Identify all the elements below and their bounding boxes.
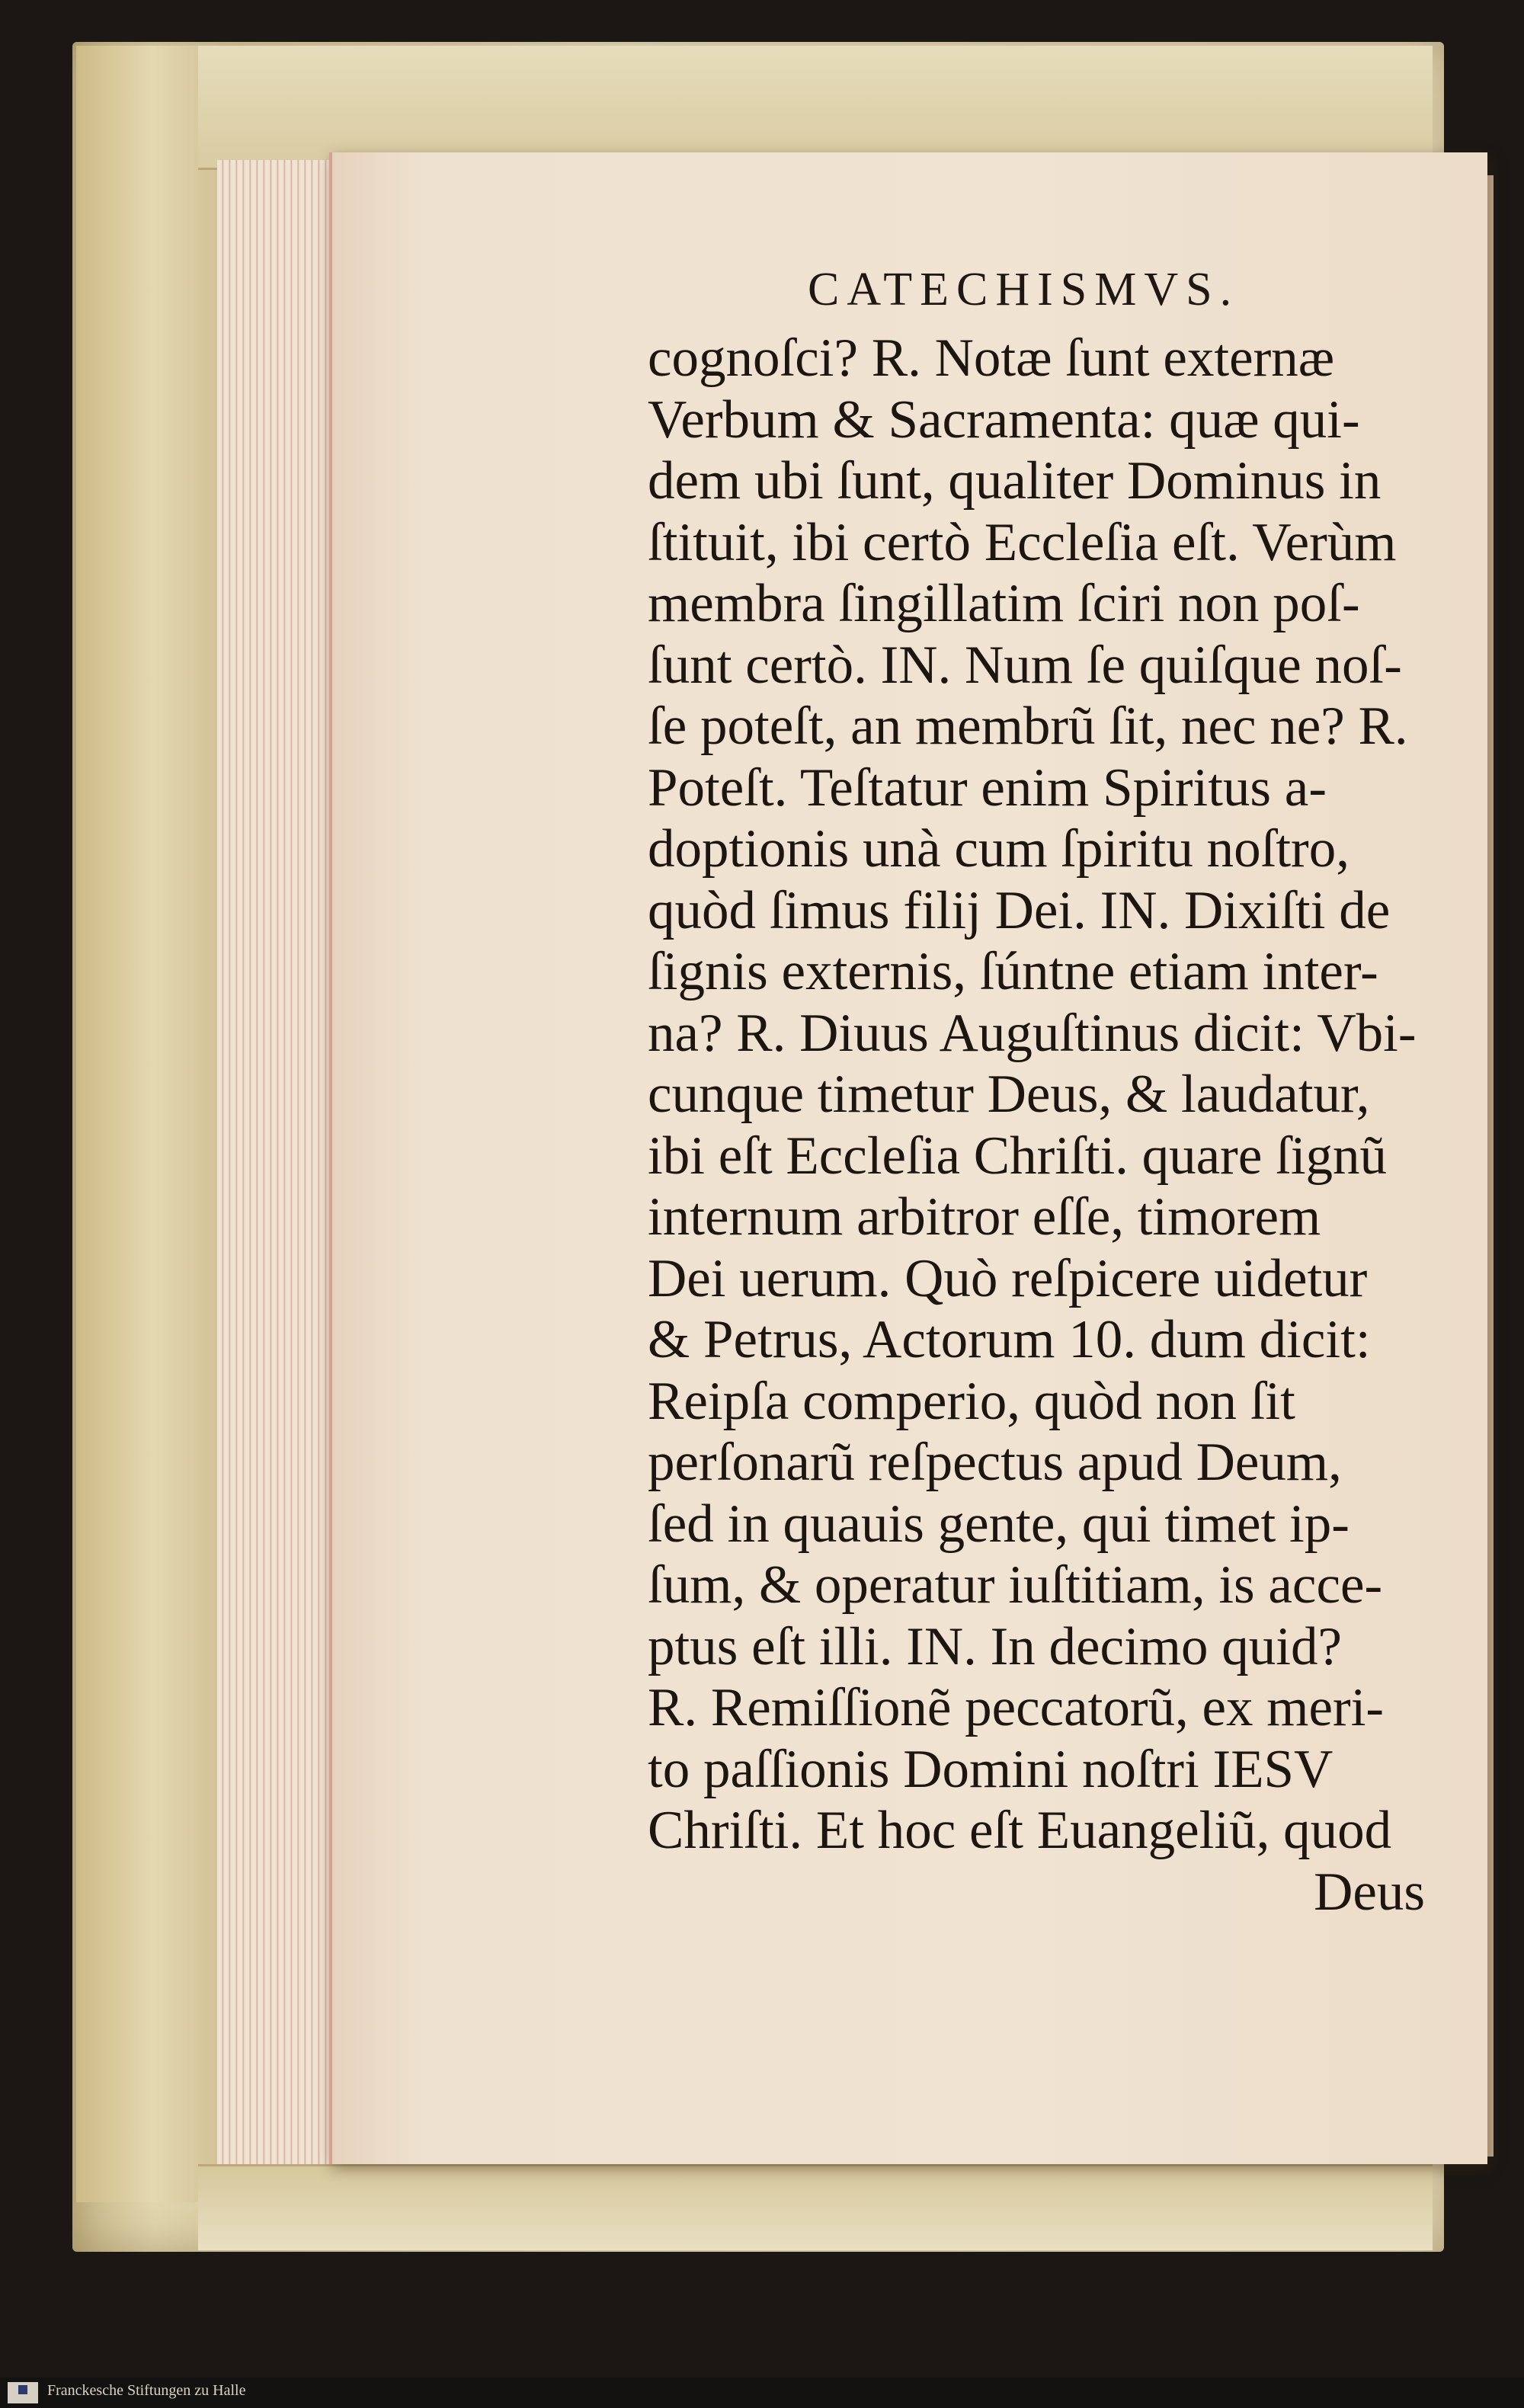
institution-logo-icon	[8, 2382, 38, 2403]
text-line: ſed in quauis gente, qui timet ip-	[648, 1494, 1350, 1554]
text-line: quòd ſimus filij Dei. IN. Dixiſti de	[648, 880, 1391, 940]
text-line: ibi eſt Eccleſia Chriſti. quare ſignũ	[648, 1126, 1388, 1186]
text-line: ſunt certò. IN. Num ſe quiſque noſ-	[648, 635, 1402, 695]
text-line: dem ubi ſunt, qualiter Dominus in	[648, 451, 1382, 511]
text-line: Reipſa comperio, quòd non ſit	[648, 1371, 1295, 1431]
cover-fold-left	[76, 46, 219, 2202]
text-line: ſe poteſt, an membrũ ſit, nec ne? R.	[648, 696, 1408, 756]
text-line: Verbum & Sacramenta: quæ qui-	[648, 389, 1360, 450]
text-line: Chriſti. Et hoc eſt Euangeliũ, quod	[648, 1801, 1392, 1860]
text-block	[648, 328, 1433, 1923]
text-line: ſtituit, ibi certò Eccleſia eſt. Verùm	[648, 512, 1397, 572]
text-line: Dei uerum. Quò reſpicere uidetur	[648, 1248, 1368, 1308]
text-line: R. Remiſſionẽ peccatorũ, ex meri-	[648, 1678, 1385, 1737]
text-line: membra ſingillatim ſciri non poſ-	[648, 574, 1360, 633]
cover-fold-bottom	[198, 2164, 1433, 2250]
text-line: na? R. Diuus Auguſtinus dicit: Vbi-	[648, 1003, 1417, 1063]
text-line: internum arbitror eſſe, timorem	[648, 1187, 1321, 1247]
catchword: Deus	[1314, 1862, 1425, 1922]
cover-fold-top	[198, 46, 1433, 170]
text-line: perſonarũ reſpectus apud Deum,	[648, 1433, 1342, 1492]
text-line: to paſſionis Domini noſtri IESV	[648, 1739, 1334, 1799]
text-line: cunque timetur Deus, & laudatur,	[648, 1065, 1370, 1124]
text-line: ſignis externis, ſúntne etiam inter-	[648, 942, 1378, 1001]
text-line: cognoſci? R. Notæ ſunt externæ	[648, 328, 1335, 388]
running-head: CATECHISMVS.	[808, 264, 1240, 315]
text-line: ſum, & operatur iuſtitiam, is acce-	[648, 1555, 1383, 1615]
text-line: Poteſt. Teſtatur enim Spiritus a-	[648, 757, 1327, 818]
page-edges	[217, 160, 339, 2164]
text-line: doptionis unà cum ſpiritu noſtro,	[648, 819, 1350, 879]
footer-credit: Franckesche Stiftungen zu Halle	[47, 2382, 246, 2399]
text-line: & Petrus, Actorum 10. dum dicit:	[648, 1310, 1371, 1369]
text-line: ptus eſt illi. IN. In decimo quid?	[648, 1616, 1343, 1676]
